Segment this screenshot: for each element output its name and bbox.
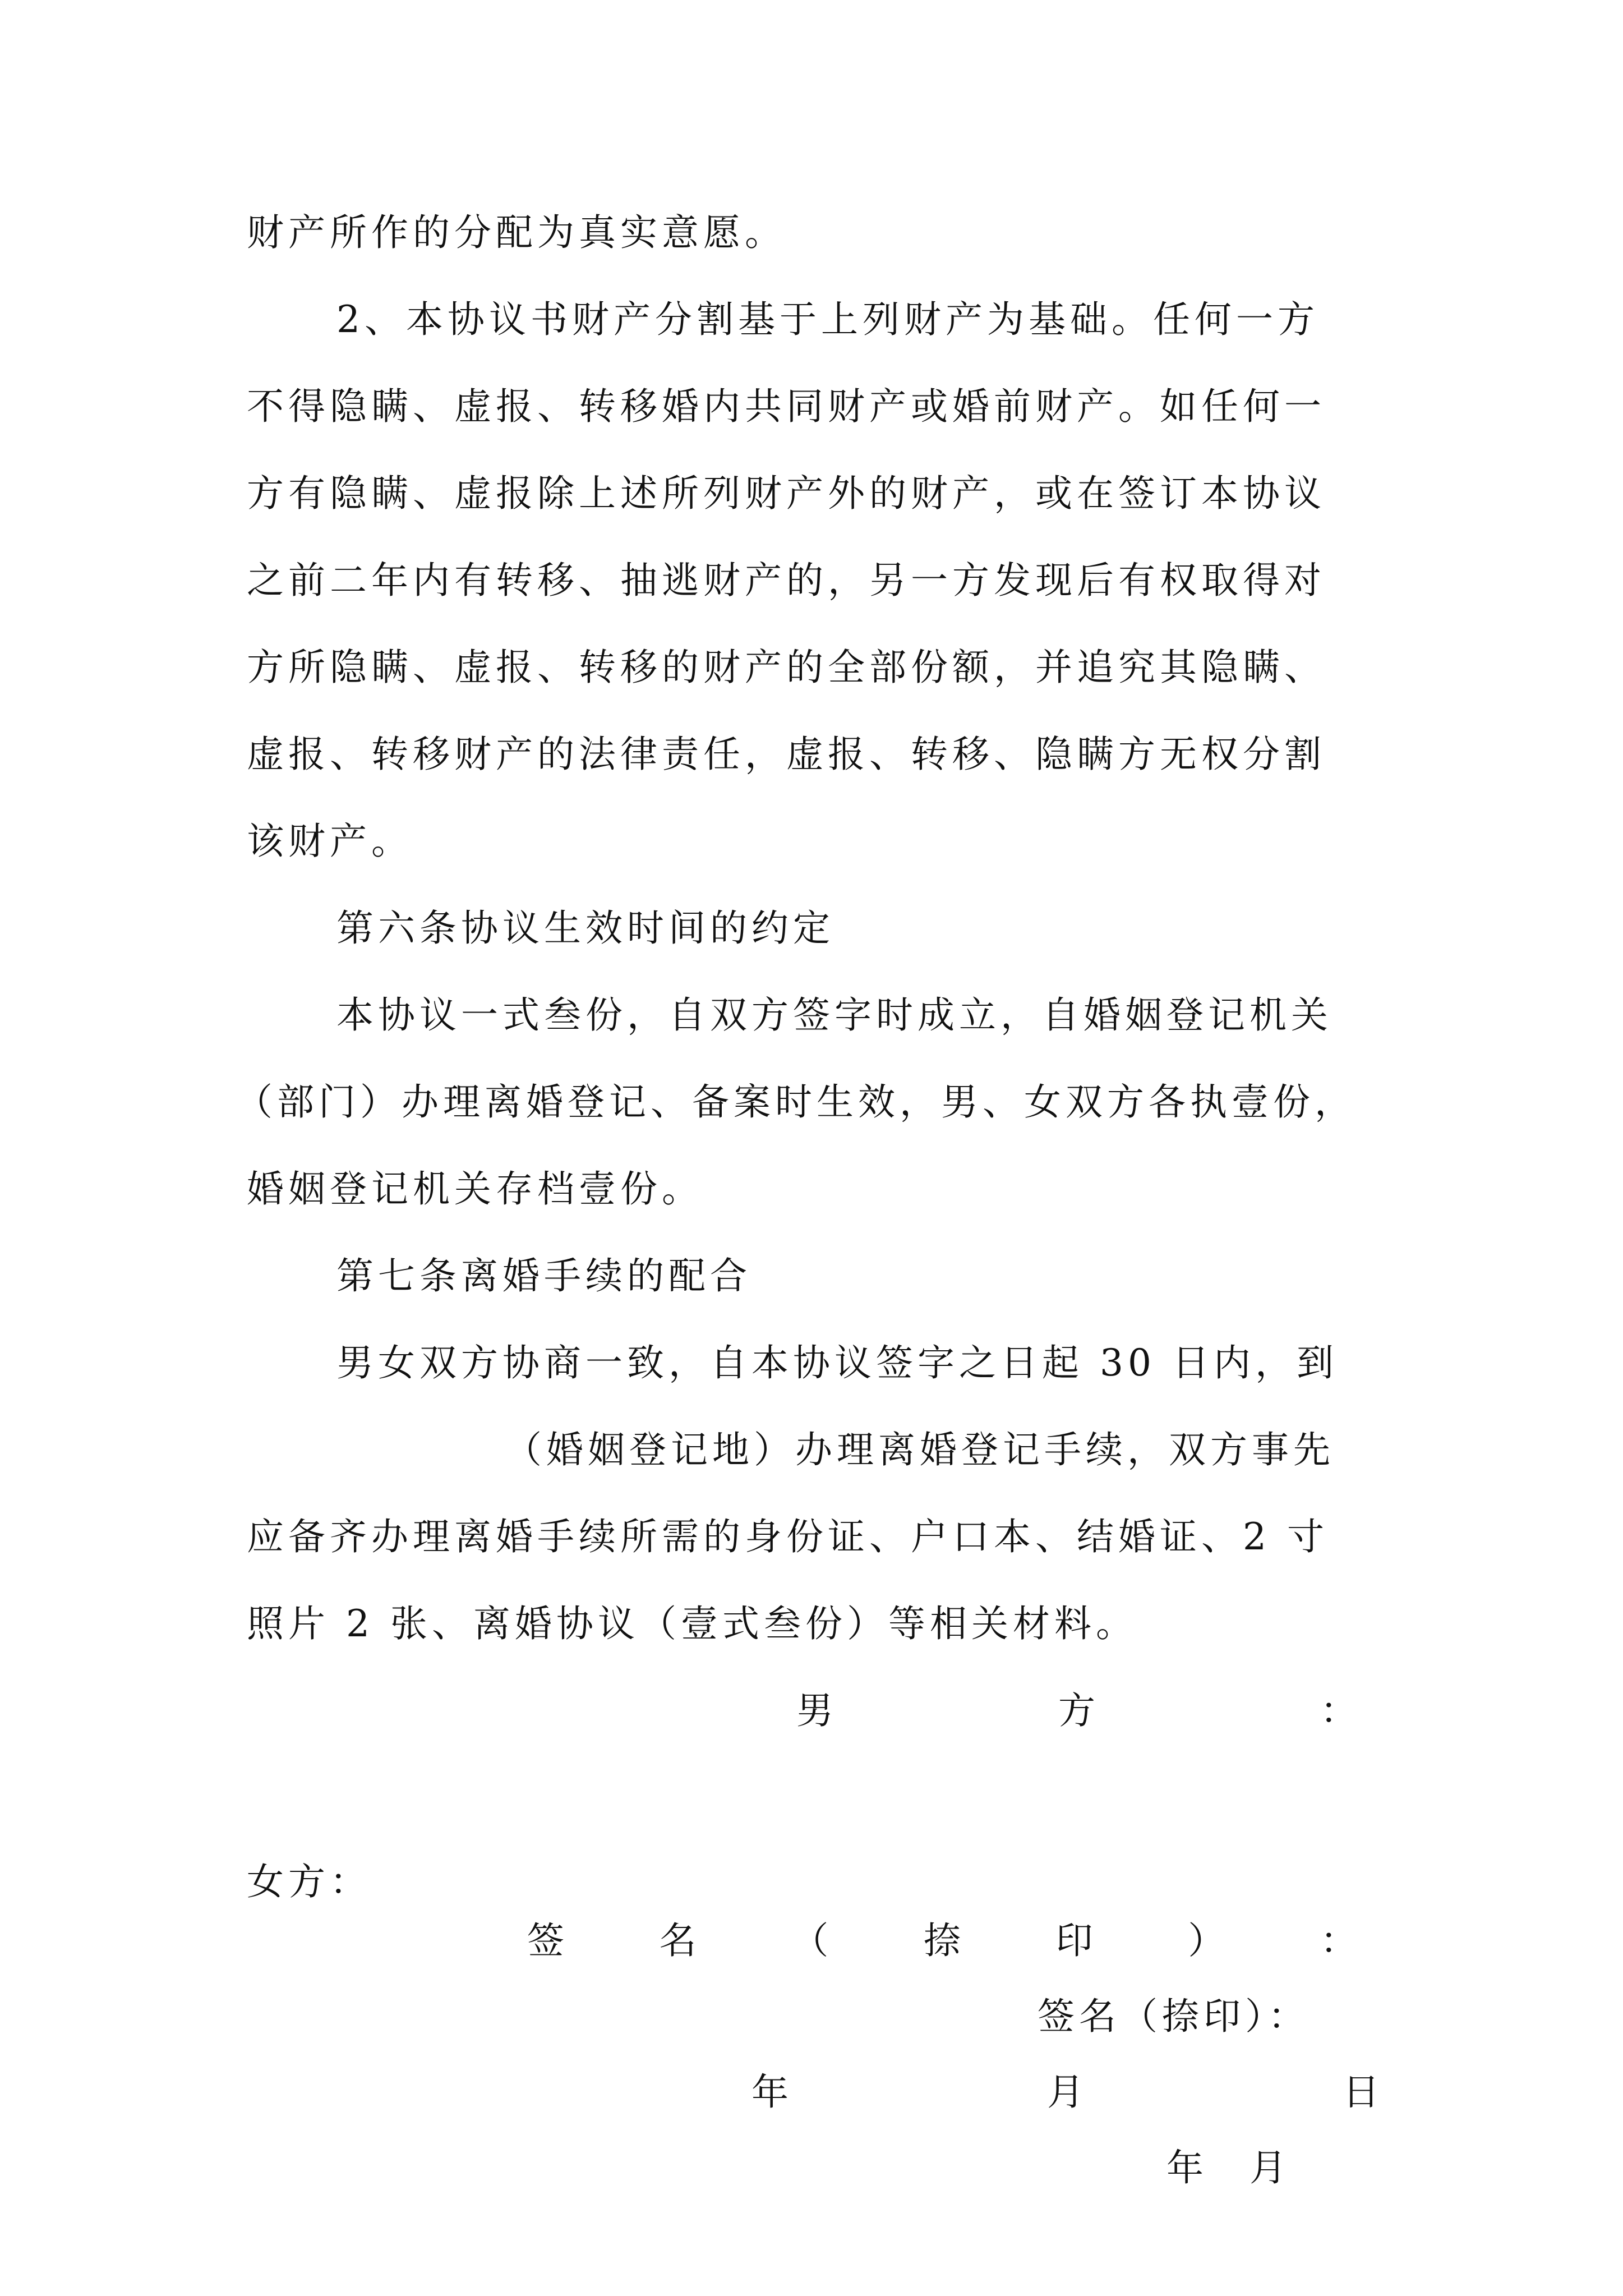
article-6-heading: 第六条协议生效时间的约定 xyxy=(336,907,834,950)
clause-2-line-1: 2、本协议书财产分割基于上列财产为基础。任何一方 xyxy=(336,298,1319,341)
month-label: 月 xyxy=(1047,2070,1084,2114)
paragraph-line-1: 财产所作的分配为真实意愿。 xyxy=(247,211,786,254)
sign-char-1: 签 xyxy=(527,1919,564,1962)
colon: ： xyxy=(1320,1689,1357,1732)
article-7-heading: 第七条离婚手续的配合 xyxy=(336,1254,751,1297)
article-7-line-1: 男女双方协商一致，自本协议签字之日起 30 日内，到 xyxy=(336,1341,1338,1384)
article-6-line-1: 本协议一式叁份，自双方签字时成立，自婚姻登记机关 xyxy=(336,993,1332,1037)
sign-seal-line-compact: 签名（捺印）： xyxy=(1038,1995,1310,2038)
article-7-line-3: 应备齐办理离婚手续所需的身份证、户口本、结婚证、2 寸 xyxy=(247,1515,1329,1558)
sign-char-4: 捺 xyxy=(923,1919,961,1962)
day-label: 日 xyxy=(1343,2070,1380,2114)
clause-2-line-4: 之前二年内有转移、抽逃财产的，另一方发现后有权取得对 xyxy=(247,559,1326,602)
party-char: 方 xyxy=(1058,1689,1095,1732)
date-line-compact: 年 月 xyxy=(1166,2146,1291,2189)
year-label: 年 xyxy=(751,2070,789,2114)
clause-2-line-7: 该财产。 xyxy=(247,820,413,863)
sign-seal-line-spread xyxy=(527,1913,1357,1969)
clause-2-line-6: 虚报、转移财产的法律责任，虚报、转移、隐瞒方无权分割 xyxy=(247,733,1326,776)
male-party-signature-line xyxy=(796,1683,1357,1739)
male-char: 男 xyxy=(796,1689,833,1732)
sign-char-7: ： xyxy=(1320,1919,1357,1962)
article-7-line-4: 照片 2 张、离婚协议（壹式叁份）等相关材料。 xyxy=(247,1602,1137,1645)
article-7-line-2: （婚姻登记地）办理离婚登记手续，双方事先 xyxy=(505,1428,1335,1471)
female-party-label: 女方： xyxy=(247,1860,371,1903)
clause-2-line-3: 方有隐瞒、虚报除上述所列财产外的财产，或在签订本协议 xyxy=(247,472,1326,515)
clause-2-line-2: 不得隐瞒、虚报、转移婚内共同财产或婚前财产。如任何一 xyxy=(247,385,1326,428)
article-6-line-3: 婚姻登记机关存档壹份。 xyxy=(247,1167,703,1211)
clause-2-line-5: 方所隐瞒、虚报、转移的财产的全部份额，并追究其隐瞒、 xyxy=(247,646,1326,689)
sign-char-2: 名 xyxy=(659,1919,697,1962)
sign-char-6: ） xyxy=(1188,1919,1225,1962)
date-line-spread xyxy=(751,2064,1380,2120)
sign-char-5: 印 xyxy=(1055,1919,1093,1962)
article-6-line-2: （部门）办理离婚登记、备案时生效，男、女双方各执壹份， xyxy=(236,1080,1356,1124)
sign-char-3: （ xyxy=(791,1919,829,1962)
